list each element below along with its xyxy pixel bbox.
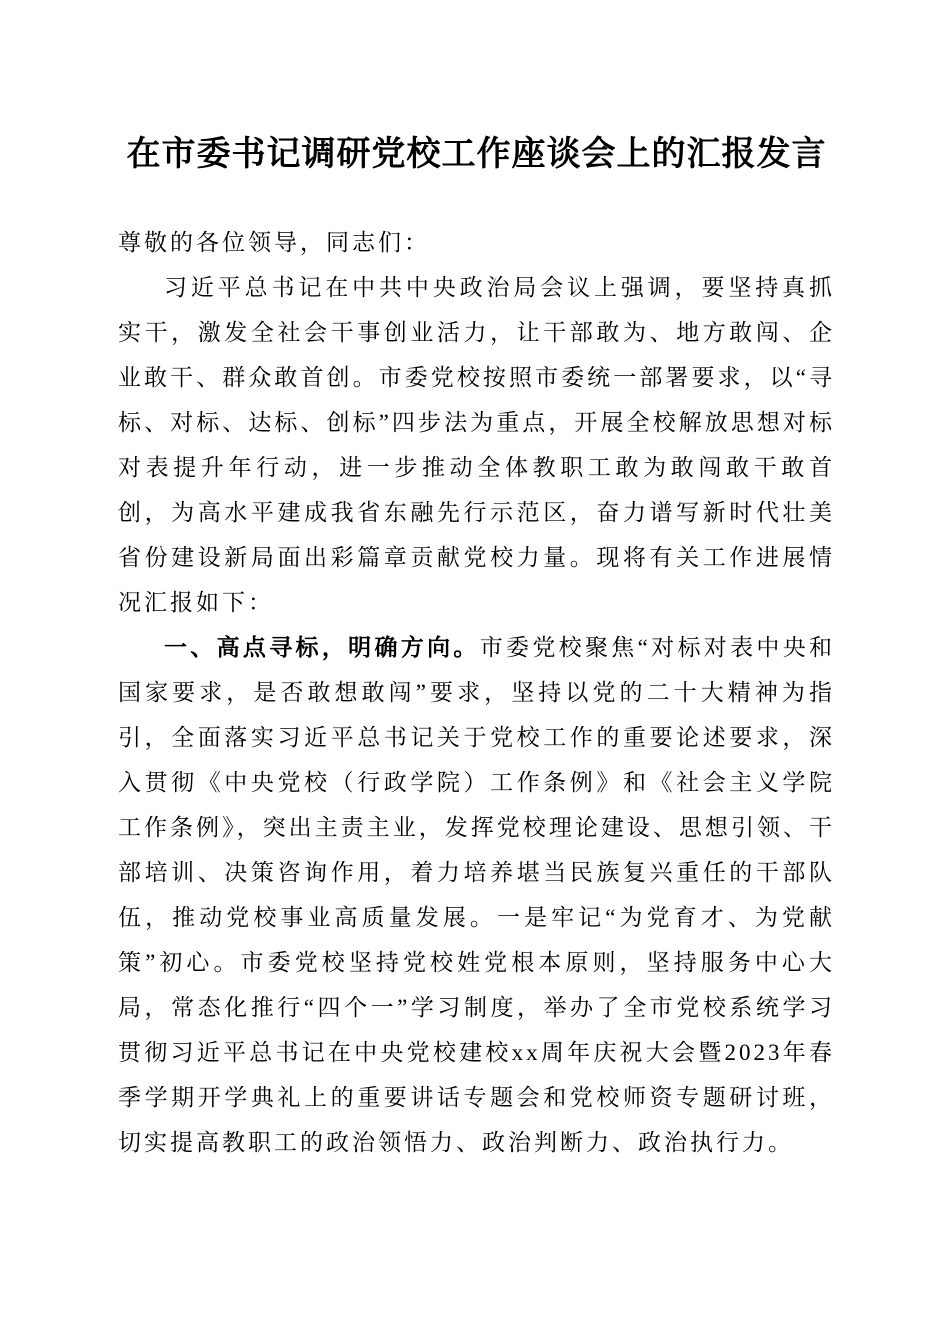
- paragraph-2-bold-lead: 一、高点寻标，明确方向。: [164, 635, 480, 660]
- paragraph-1-text: 习近平总书记在中共中央政治局会议上强调，要坚持真抓实干，激发全社会干事创业活力，让干部敢为、地方敢闯、企业敢干、群众敢首创。市委党校按照市委统一部署要求，以“寻标、对标、达标、创标”四步法为重点，开展全校解放思想对标对表提升年行动，进一步推动全体教职工敢为敢闯敢干敢首创，为高水平建成我省东融先行示范区，奋力谱写新时代壮美省份建设新局面出彩篇章贡献党校力量。现将有关工作进展情况汇报如下：: [118, 275, 835, 615]
- document-title: 在市委书记调研党校工作座谈会上的汇报发言: [126, 136, 827, 173]
- paragraph-2: [118, 625, 835, 1165]
- paragraph-1: [118, 265, 835, 625]
- greeting-line: 尊敬的各位领导，同志们：: [118, 230, 430, 255]
- document-body: [118, 220, 835, 1165]
- paragraph-2-text: 市委党校聚焦“对标对表中央和国家要求，是否敢想敢闯”要求，坚持以党的二十大精神为指引，全面落实习近平总书记关于党校工作的重要论述要求，深入贯彻《中央党校（行政学院）工作条例》和《社会主义学院工作条例》，突出主责主业，发挥党校理论建设、思想引领、干部培训、决策咨询作用，着力培养堪当民族复兴重任的干部队伍，推动党校事业高质量发展。一是牢记“为党育才、为党献策”初心。市委党校坚持党校姓党根本原则，坚持服务中心大局，常态化推行“四个一”学习制度，举办了全市党校系统学习贯彻习近平总书记在中央党校建校xx周年庆祝大会暨2023年春季学期开学典礼上的重要讲话专题会和党校师资专题研讨班，切实提高教职工的政治领悟力、政治判断力、政治执行力。: [118, 635, 836, 1155]
